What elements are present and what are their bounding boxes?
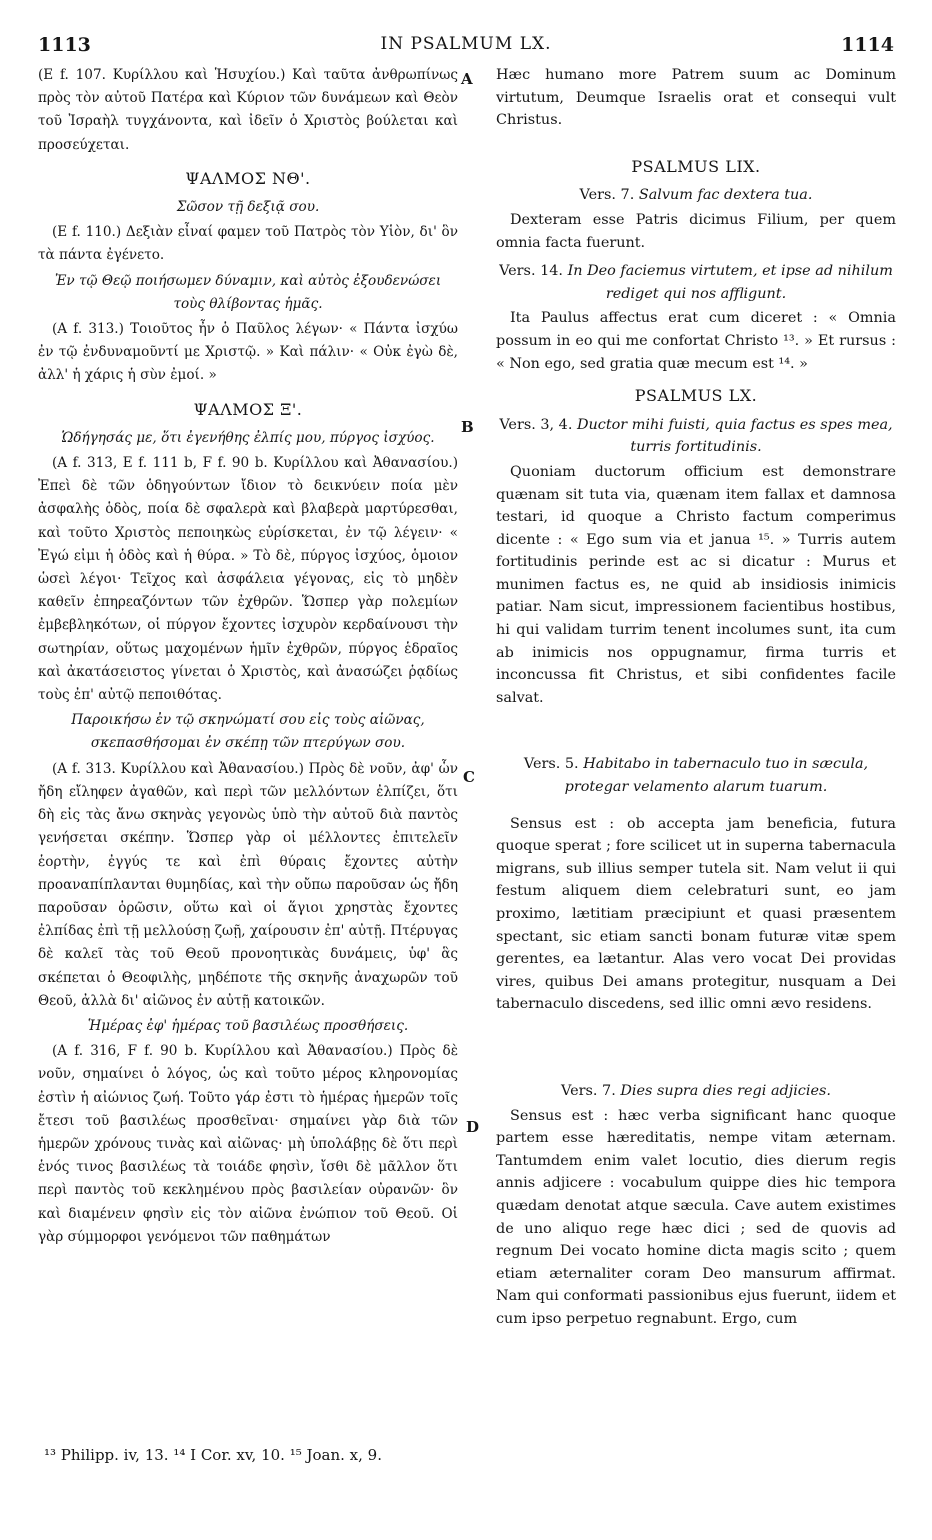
latin-psalm-59-title: PSALMUS LIX. <box>631 156 761 176</box>
latin-verse-2-text: In Deo faciemus virtutem, et ipse ad nihilum rediget qui nos affligunt. <box>567 263 893 302</box>
latin-paragraph-4: Quoniam ductorum officium est demonstrare quænam sit tuta via, quænam item fallax et damnosa testari, id quoque a Christo factum comperimus dicente : « Ego sum via et janua ¹⁵. » Turris autem fortitudinis perinde est ac si dicatur : Murus et munimen factus es, ne quid ab insidiosis inimicis patiar. Nam sicut, impressionem facientibus hostibus, hi qui validam turrim tenent incolumes sunt, ita cum ab inimicis nos oppugnamur, firma turris et inconcussa fit Christus, et sibi confidentes facile salvat. <box>496 463 896 706</box>
latin-verse-2 <box>496 260 896 305</box>
greek-paragraph-6: (A f. 316, F f. 90 b. Κυρίλλου καὶ Ἀθανασίου.) Πρὸς δὲ νοῦν, σημαίνει ὁ λόγος, ὡς καὶ τοῦτο μέρος κληρονομίας ἐστὶν ἡ αἰώνιος ζωή. Τοῦτο γάρ ἐστι τὸ ἡμέρας ἡμερῶν τοῖς ἔτεσι τοῦ βασιλέως προσθεῖναι· σημαίνει γὰρ διὰ τῶν ἡμερῶν χρόνους τινὰς καὶ αἰῶνας· μὴ ὑπολάβῃς δὲ ὅτι περὶ ἑνός τινος βασιλέως τὰ τοιάδε φησὶν, ἴσθι δὲ μᾶλλον ὅτι περὶ παντὸς τοῦ κεκλημένου πρὸς βασιλείαν οὐρανῶν· ὃν καὶ διαμένειν φησὶν εἰς τὸν αἰῶνα ἐνώπιον τοῦ Θεοῦ. Οἱ γὰρ σύμμορφοι γενόμενοι τῶν παθημάτων <box>38 1043 458 1245</box>
latin-verse-4-label: Vers. 5. <box>523 756 579 773</box>
latin-verse-3-text: Ductor mihi fuisti, quia factus es spes mea, turris fortitudinis. <box>576 416 893 456</box>
latin-paragraph-6: Sensus est : hæc verba significant hanc quoque partem esse hæreditatis, nempe vitam æternam. Tantumdem enim valet locutio, dies dierum regis annis adjicere : vocabulum quippe dies hic tempora quædam denotat atque sæcula. Cave autem existimes de uno aliquo rege hæc dici ; sed de quovis ad regnum Dei vocato homine dicta magis scito ; quem etiam æternaliter coram Deo mansurum affirmat. Nam qui conformati passionibus ejus fuerunt, iidem et cum ipso perpetuo regnabunt. Ergo, cum <box>496 1107 896 1327</box>
greek-verse-5: Ἡμέρας ἐφ' ἡμέρας τοῦ βασιλέως προσθήσεις. <box>87 1017 409 1034</box>
left-column-number: 1113 <box>38 34 91 56</box>
latin-verse-3-label: Vers. 3, 4. <box>499 416 573 433</box>
latin-verse-5-text: Dies supra dies regi adjicies. <box>620 1082 831 1099</box>
latin-verse-4 <box>496 753 896 798</box>
greek-paragraph-4: (A f. 313, E f. 111 b, F f. 90 b. Κυρίλλου καὶ Ἀθανασίου.) Ἐπεὶ δὲ τῶν ὁδηγούντων ἴδιον τὸ δεικνύειν ποία μὲν ἀσφαλὴς ὁδὸς, ποία δὲ σφαλερὰ καὶ βλαβερὰ μαρτύρεσθαι, καὶ τοῦτο Χριστὸς πεποιηκὼς εὑρίσκεται, ἐν τῷ λέγειν· « Ἐγώ εἰμι ἡ ὁδὸς καὶ ἡ θύρα. » Τὸ δὲ, πύργος ἰσχύος, ὁμοιον ὡσεὶ λέγοι· Τεῖχος καὶ ἀσφάλεια γέγονας, εἰς τὸ μηδὲν καθεῖν ἐπηρεαζόντων τῶν ἐχθρῶν. Ὥσπερ γὰρ πολεμίων ἐμβεβληκότων, οἱ πύργον ἔχοντες ἰσχυρὸν κερδαίνουσι τὴν σωτηρίαν, οὕτως μαχομένων ἡμῖν ἐχθρῶν, πύργος ἑδραῖος καὶ ἀκατάσειστος γίνεται ὁ Χριστὸς, καὶ ἀνασώζει ῥᾳδίως τοὺς ἐπ' αὐτῷ πεποιθότας. <box>38 455 458 704</box>
right-column-number: 1114 <box>841 34 894 56</box>
page-header <box>38 34 894 58</box>
latin-verse-5-label: Vers. 7. <box>561 1082 616 1099</box>
latin-verse-4-text: Habitabo in tabernaculo tuo in sæcula, protegar velamento alarum tuarum. <box>564 756 869 796</box>
latin-column <box>496 64 896 1442</box>
greek-paragraph-2: (E f. 110.) Δεξιὰν εἶναί φαμεν τοῦ Πατρὸς τὸν Υἱὸν, δι' ὃν τὰ πάντα ἐγένετο. <box>38 224 458 264</box>
latin-paragraph-2: Dexteram esse Patris dicimus Filium, per quem omnia facta fuerunt. <box>496 211 896 251</box>
latin-verse-2-label: Vers. 14. <box>499 263 563 280</box>
greek-verse-2: Ἐν τῷ Θεῷ ποιήσωμεν δύναμιν, καὶ αὐτὸς ἐξουδενώσει τοὺς θλίβοντας ἡμᾶς. <box>54 272 442 312</box>
margin-marker-a: A <box>461 70 473 88</box>
footnotes: ¹³ Philipp. iv, 13. ¹⁴ I Cor. xv, 10. ¹⁵ Joan. x, 9. <box>44 1446 382 1464</box>
running-title: IN PSALMUM LX. <box>380 34 552 54</box>
greek-verse-3: Ὡδήγησάς με, ὅτι ἐγενήθης ἐλπίς μου, πύργος ἰσχύος. <box>61 429 435 446</box>
latin-verse-1-label: Vers. 7. <box>579 187 635 204</box>
greek-verse-1: Σῶσον τῇ δεξιᾷ σου. <box>176 199 320 216</box>
margin-marker-b: B <box>461 418 474 436</box>
greek-psalm-59-title: ΨΑΛΜΟΣ ΝΘ'. <box>185 168 311 188</box>
latin-verse-5 <box>496 1080 896 1103</box>
latin-paragraph-3: Ita Paulus affectus erat cum diceret : « Omnia possum in eo qui me confortat Christo ¹³. » Et rursus : « Non ego, sed gratia quæ mecum est ¹⁴. » <box>496 310 896 372</box>
latin-verse-3 <box>496 414 896 459</box>
greek-verse-4: Παροικήσω ἐν τῷ σκηνώματί σου εἰς τοὺς αἰῶνας, σκεπασθήσομαι ἐν σκέπῃ τῶν πτερύγων σου. <box>71 712 425 752</box>
latin-verse-1-text: Salvum fac dextera tua. <box>638 187 813 204</box>
latin-verse-1 <box>496 184 896 207</box>
greek-paragraph-5: (A f. 313. Κυρίλλου καὶ Ἀθανασίου.) Πρὸς δὲ νοῦν, ἀφ' ὧν ἤδη εἴληφεν ἀγαθῶν, καὶ περὶ τῶν μελλόντων ἐλπίζει, ὅτι δὴ εἰς τὰς ἄνω σκηνὰς γεγονὼς ὑπὸ τὴν αὐτοῦ διὰ παντὸς γενήσεται σκέπην. Ὥσπερ γὰρ οἱ μέλλοντες ἐπιτελεῖν ἑορτὴν, ἐγγύς τε καὶ ἐπὶ θύραις ἔχοντες αὐτὴν προαναπίπλανται θυμηδίας, καὶ τὴν οὔπω παροῦσαν ὡς ἤδη παροῦσαν ὁρῶσιν, οὕτω καὶ οἱ ἅγιοι χρηστὰς ἔχοντες ἐλπίδας ἐπὶ τῇ μελλούσῃ ζωῇ, χαίρουσιν ἐπ' αὐτῇ. Πτέρυγας δὲ καλεῖ τὰς τοῦ Θεοῦ προνοητικὰς δυνάμεις, ὑφ' ἃς σκέπεται ὁ Θεοφιλὴς, μηδέποτε τῆς σκηνῆς ἀναχωρῶν τοῦ Θεοῦ, ἀλλὰ δι' αἰῶνος ἐν αὐτῇ κατοικῶν. <box>38 760 458 1009</box>
latin-psalm-60-title: PSALMUS LX. <box>634 386 758 406</box>
margin-marker-d: D <box>466 1118 480 1136</box>
latin-paragraph-5: Sensus est : ob accepta jam beneficia, futura quoque sperat ; fore scilicet ut in superna tabernacula migrans, sub illius semper tutela sit. Nam velut ii qui festum aliquem diem celebraturi sunt, eo jam proximo, lætitiam præcipiunt et quasi præsentem spectant, sic etiam sancti bonam futuræ vitæ spem gerentes, ea lætantur. Alas vero vocat Dei providas vires, quibus Dei amans protegitur, nusquam a Dei tabernaculo discedens, sed illic omni ævo residens. <box>496 815 896 1013</box>
greek-column <box>38 64 458 1442</box>
greek-psalm-60-title: ΨΑΛΜΟΣ Ξ'. <box>193 399 303 419</box>
margin-marker-c: C <box>463 768 475 786</box>
greek-paragraph-1: (E f. 107. Κυρίλλου καὶ Ἡσυχίου.) Καὶ ταῦτα ἀνθρωπίνως πρὸς τὸν αὐτοῦ Πατέρα καὶ Κύριον τῶν δυνάμεων καὶ Θεὸν τοῦ Ἰσραὴλ τυγχάνοντα, καὶ ἰδεῖν ὁ Χριστὸς βούλεται καὶ προσεύχεται. <box>38 67 458 153</box>
latin-paragraph-1: Hæc humano more Patrem suum ac Dominum virtutum, Deumque Israelis orat et consequi vult Christus. <box>496 67 896 129</box>
greek-paragraph-3: (A f. 313.) Τοιοῦτος ἦν ὁ Παῦλος λέγων· « Πάντα ἰσχύω ἐν τῷ ἐνδυναμοῦντί με Χριστῷ. » Καὶ πάλιν· « Οὐκ ἐγὼ δὲ, ἀλλ' ἡ χάρις ἡ σὺν ἐμοί. » <box>38 321 458 384</box>
